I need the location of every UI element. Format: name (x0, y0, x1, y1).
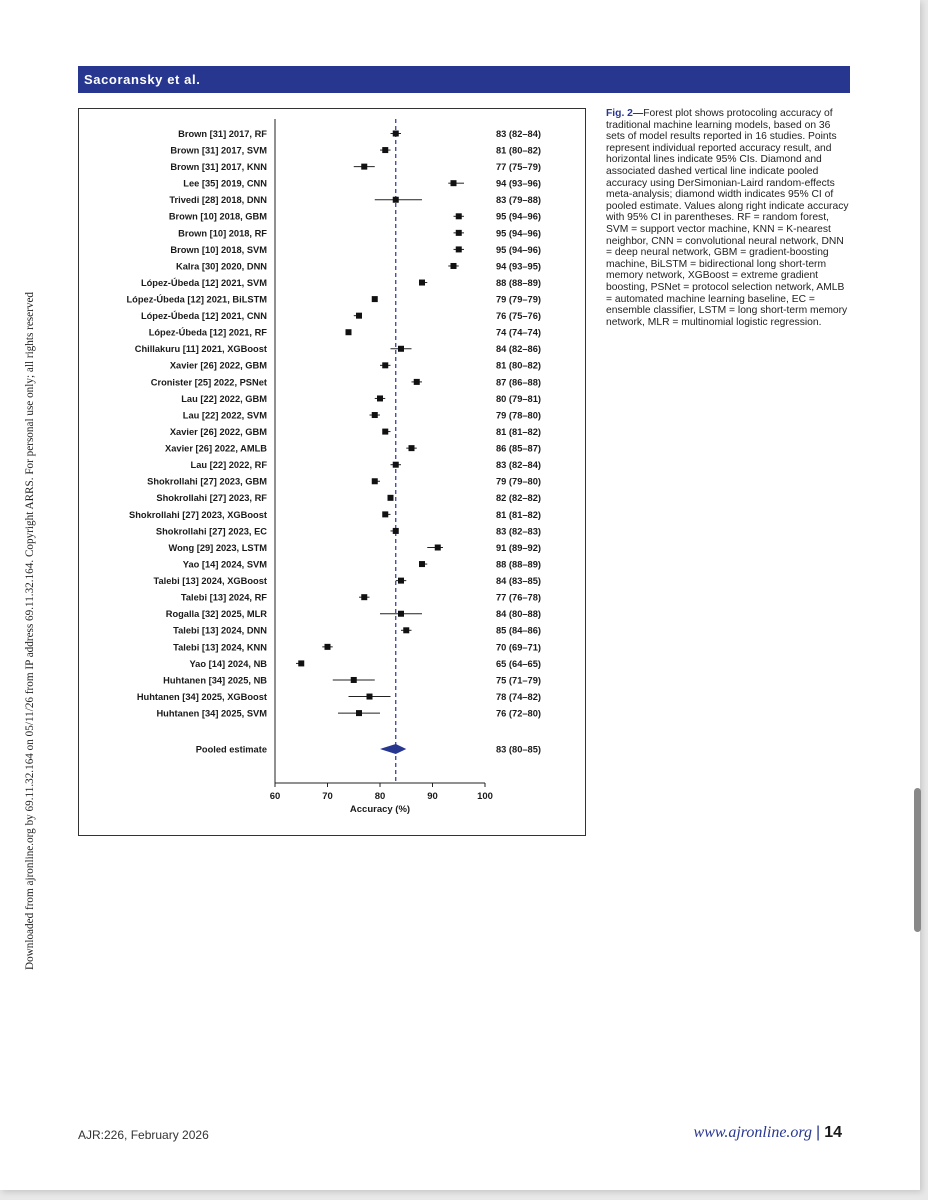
point-estimate-marker (356, 710, 362, 716)
accuracy-value: 85 (84–86) (496, 625, 541, 636)
caption-label: Fig. 2— (606, 108, 644, 119)
point-estimate-marker (382, 147, 388, 153)
accuracy-value: 76 (72–80) (496, 708, 541, 719)
download-notice (10, 230, 36, 970)
x-tick-label: 100 (477, 791, 493, 802)
point-estimate-marker (298, 660, 304, 666)
study-label: Yao [14] 2024, SVM (182, 559, 267, 570)
study-label: Huhtanen [34] 2025, NB (163, 675, 267, 686)
x-tick-label: 80 (374, 791, 386, 802)
accuracy-value: 94 (93–96) (496, 178, 541, 189)
point-estimate-marker (372, 296, 378, 302)
point-estimate-marker (382, 362, 388, 368)
point-estimate-marker (377, 395, 383, 401)
point-estimate-marker (372, 412, 378, 418)
point-estimate-marker (361, 164, 367, 170)
accuracy-value: 79 (78–80) (496, 410, 541, 421)
study-label: López-Úbeda [12] 2021, SVM (140, 277, 267, 288)
study-label: Shokrollahi [27] 2023, GBM (147, 476, 267, 487)
study-label: Talebi [13] 2024, RF (180, 592, 267, 603)
accuracy-value: 81 (80–82) (496, 145, 541, 156)
study-label: Talebi [13] 2024, DNN (173, 625, 267, 636)
accuracy-value: 83 (82–84) (496, 460, 541, 471)
study-label: Brown [10] 2018, SVM (170, 244, 267, 255)
accuracy-value: 70 (69–71) (496, 642, 541, 653)
accuracy-value: 77 (75–79) (496, 162, 541, 173)
accuracy-value: 86 (85–87) (496, 443, 541, 454)
pooled-value: 83 (80–85) (496, 744, 541, 755)
point-estimate-marker (451, 180, 457, 186)
figure-caption (606, 108, 850, 328)
study-label: Lau [22] 2022, RF (190, 460, 267, 471)
accuracy-value: 91 (89–92) (496, 542, 541, 553)
study-label: Shokrollahi [27] 2023, EC (155, 526, 267, 537)
accuracy-value: 80 (79–81) (496, 393, 541, 404)
accuracy-value: 84 (83–85) (496, 576, 541, 587)
point-estimate-marker (367, 694, 373, 700)
point-estimate-marker (361, 594, 367, 600)
point-estimate-marker (393, 528, 399, 534)
running-header (78, 66, 850, 93)
study-label: López-Úbeda [12] 2021, BiLSTM (126, 294, 267, 305)
point-estimate-marker (419, 280, 425, 286)
accuracy-value: 88 (88–89) (496, 277, 541, 288)
page-number: 14 (824, 1124, 842, 1141)
accuracy-value: 83 (79–88) (496, 195, 541, 206)
pooled-diamond (380, 744, 406, 754)
accuracy-value: 79 (79–80) (496, 476, 541, 487)
figure-panel (78, 108, 586, 836)
study-label: Yao [14] 2024, NB (189, 658, 267, 669)
study-label: Chillakuru [11] 2021, XGBoost (134, 344, 267, 355)
x-tick-label: 60 (269, 791, 281, 802)
point-estimate-marker (398, 578, 404, 584)
accuracy-value: 78 (74–82) (496, 691, 541, 702)
study-label: López-Úbeda [12] 2021, RF (148, 327, 267, 338)
study-label: Xavier [26] 2022, GBM (169, 426, 267, 437)
study-label: Lee [35] 2019, CNN (183, 178, 267, 189)
study-label: López-Úbeda [12] 2021, CNN (140, 311, 267, 322)
point-estimate-marker (393, 197, 399, 203)
accuracy-value: 79 (79–79) (496, 294, 541, 305)
pooled-label: Pooled estimate (195, 744, 267, 755)
download-notice-text: Downloaded from ajronline.org by 69.11.32.164 on 05/11/26 from IP address 69.11.32.164. Copyright ARRS. For personal use only; all rights reserved (24, 291, 36, 970)
study-label: Kalra [30] 2020, DNN (176, 261, 267, 272)
study-label: Brown [31] 2017, KNN (170, 162, 267, 173)
point-estimate-marker (398, 346, 404, 352)
scrollbar-thumb[interactable] (914, 788, 921, 932)
accuracy-value: 95 (94–96) (496, 228, 541, 239)
point-estimate-marker (403, 627, 409, 633)
accuracy-value: 82 (82–82) (496, 493, 541, 504)
accuracy-value: 81 (81–82) (496, 426, 541, 437)
study-label: Wong [29] 2023, LSTM (168, 542, 267, 553)
accuracy-value: 81 (80–82) (496, 360, 541, 371)
study-label: Shokrollahi [27] 2023, XGBoost (129, 509, 267, 520)
point-estimate-marker (351, 677, 357, 683)
x-axis-title: Accuracy (%) (349, 804, 411, 815)
caption-text: Forest plot shows protocoling accuracy of traditional machine learning models, based on 36 sets of model results reported in 16 studies. Points represent individual reported accuracy result, and horizontal lines indicate 95% CIs. Diamond and associated dashed vertical line indicate pooled accuracy using DerSimonian-Laird random-effects meta-analysis; diamond width indicates 95% CI of pooled estimate. Values along right indicate accuracy with 95% CI in parentheses. RF = random forest, SVM = support vector machine, KNN = K-nearest neighbor, CNN = convolutional neural network, DNN = deep neural network, GBM = gradient-boosting machine, BiLSTM = bidirectional long short-term memory network, XGBoost = extreme gradient boosting, PSNet = protocol selection network, AMLB = automated machine learning baseline, EC = ensemble classifier, LSTM = long short-term memory network, MLR = multinomial logistic regression. (606, 108, 849, 328)
accuracy-value: 65 (64–65) (496, 658, 541, 669)
accuracy-value: 83 (82–84) (496, 128, 541, 139)
point-estimate-marker (393, 462, 399, 468)
study-label: Talebi [13] 2024, XGBoost (153, 576, 267, 587)
header-authors: Sacoransky et al. (84, 72, 201, 87)
accuracy-value: 88 (88–89) (496, 559, 541, 570)
accuracy-value: 74 (74–74) (496, 327, 541, 338)
study-label: Lau [22] 2022, SVM (182, 410, 267, 421)
point-estimate-marker (356, 313, 362, 319)
study-label: Talebi [13] 2024, KNN (173, 642, 267, 653)
point-estimate-marker (419, 561, 425, 567)
study-label: Trivedi [28] 2018, DNN (169, 195, 267, 206)
accuracy-value: 95 (94–96) (496, 211, 541, 222)
point-estimate-marker (414, 379, 420, 385)
study-label: Lau [22] 2022, GBM (181, 393, 267, 404)
accuracy-value: 83 (82–83) (496, 526, 541, 537)
accuracy-value: 94 (93–95) (496, 261, 541, 272)
accuracy-value: 84 (82–86) (496, 344, 541, 355)
point-estimate-marker (325, 644, 331, 650)
accuracy-value: 75 (71–79) (496, 675, 541, 686)
point-estimate-marker (382, 429, 388, 435)
study-label: Rogalla [32] 2025, MLR (165, 609, 267, 620)
page-footer (694, 1124, 842, 1142)
point-estimate-marker (409, 445, 415, 451)
point-estimate-marker (435, 545, 441, 551)
accuracy-value: 87 (86–88) (496, 377, 541, 388)
point-estimate-marker (382, 511, 388, 517)
point-estimate-marker (393, 131, 399, 137)
point-estimate-marker (451, 263, 457, 269)
journal-url-link[interactable]: www.ajronline.org (693, 1124, 813, 1141)
study-label: Huhtanen [34] 2025, SVM (156, 708, 267, 719)
accuracy-value: 76 (75–76) (496, 311, 541, 322)
study-label: Cronister [25] 2022, PSNet (150, 377, 267, 388)
study-label: Brown [10] 2018, GBM (168, 211, 267, 222)
study-label: Shokrollahi [27] 2023, RF (156, 493, 267, 504)
x-tick-label: 70 (322, 791, 333, 802)
study-label: Xavier [26] 2022, GBM (169, 360, 267, 371)
point-estimate-marker (456, 230, 462, 236)
journal-citation: AJR:226, February 2026 (78, 1128, 209, 1142)
study-label: Brown [31] 2017, SVM (170, 145, 267, 156)
footer-separator: | (816, 1124, 821, 1141)
study-label: Brown [31] 2017, RF (178, 128, 267, 139)
accuracy-value: 81 (81–82) (496, 509, 541, 520)
accuracy-value: 84 (80–88) (496, 609, 541, 620)
point-estimate-marker (388, 495, 394, 501)
x-tick-label: 90 (427, 791, 438, 802)
study-label: Huhtanen [34] 2025, XGBoost (136, 691, 267, 702)
point-estimate-marker (372, 478, 378, 484)
study-label: Xavier [26] 2022, AMLB (165, 443, 267, 454)
point-estimate-marker (398, 611, 404, 617)
point-estimate-marker (456, 246, 462, 252)
point-estimate-marker (346, 329, 352, 335)
accuracy-value: 77 (76–78) (496, 592, 541, 603)
study-label: Brown [10] 2018, RF (178, 228, 267, 239)
forest-plot (79, 109, 585, 835)
accuracy-value: 95 (94–96) (496, 244, 541, 255)
point-estimate-marker (456, 213, 462, 219)
